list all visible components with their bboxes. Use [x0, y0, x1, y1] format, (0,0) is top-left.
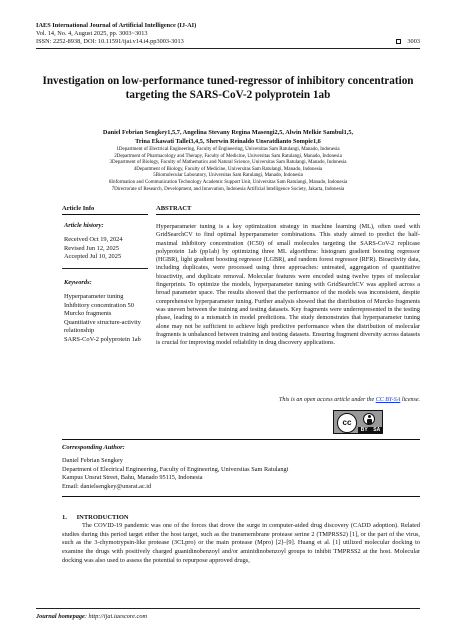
keyword: Murcko fragments — [64, 310, 112, 318]
keyword: SARS-CoV-2 polyprotein 1ab — [64, 335, 141, 343]
history-item: Revised Jun 12, 2025 — [64, 244, 120, 252]
affiliation: 5Biomolecular Laboratory, Universitas Sam Ratulangi, Manado, Indonesia — [153, 173, 303, 179]
keyword: Inhibitory concentration 50 — [64, 301, 134, 309]
corresponding-rule — [62, 439, 420, 440]
affiliation: 7Directorate of Research, Development, and Innovation, Indonesia Artificial Intelligence Society, Jakarta, Indonesia — [111, 186, 345, 192]
abstract-text: Hyperparameter tuning is a key optimization strategy in machine learning (ML), often used with GridSearchCV to find optimal hyperparameter combinations. This study aimed to predict the half-maximal inhibitory concentration (IC50) of small molecules targeting the SARS-CoV-2 replicase polyprotein 1ab (pp1ab) by optimizing three ML algorithms: histogram gradient boosting regressor (HGBR), light gradient boosting regressor (LGBR), and random forest regressor (RFR). Bioactivity data, including duplicates, were processed using three approaches: untreated, aggregation of quantitative bioactivity, and duplicate removal. Molecular features were encoded using twelve types of molecular fingerprints. To optimize the models, hyperparameter tuning with GridSearchCV was applied across a broad parameter space. The results showed that the performance of the models was inconsistent, despite comprehensive hyperparameter tuning. Further analysis showed that the distribution of Murcko fragments was uneven between the training and testing datasets. Key fragments were underrepresented in the testing phase, leading to a mismatch in model predictions. The study demonstrates that hyperparameter tuning alone may not be sufficient to achieve high predictive performance when the distribution of molecular fragments is unbalanced between training and testing datasets. Ensuring fragment diversity across datasets is crucial for improving model reliability in drug discovery applications. — [156, 223, 420, 347]
corresponding-line: Kampus Unsrat Street, Bahu, Manado 95115, Indonesia — [62, 474, 203, 482]
affiliation: 1Department of Electrical Engineering, Faculty of Engineering, Universitas Sam Ratulangi, Manado, Indonesia — [116, 147, 340, 152]
homepage-label: Journal homepage — [36, 613, 85, 620]
history-item: Received Oct 19, 2024 — [64, 236, 123, 243]
journal-header — [36, 22, 420, 46]
corresponding-line: Email: danielsengkey@unsrat.ac.id — [62, 482, 152, 490]
article-history-label: Article history: — [64, 222, 104, 229]
keywords-label: Keywords: — [64, 279, 92, 286]
open-access-note — [156, 397, 420, 403]
attribution-icon — [363, 413, 375, 425]
open-access-suffix: license. — [400, 397, 420, 403]
footer-rule — [36, 608, 420, 609]
paper-title: Investigation on low-performance tuned-regressor of inhibitory concentration targeting the SARS-CoV-2 polyprotein 1ab — [42, 75, 414, 101]
keyword-list — [64, 293, 150, 345]
license-link[interactable]: CC BY-SA — [375, 397, 401, 403]
article-history — [64, 236, 150, 262]
affiliation: 4Department of Biology, Faculty of Medicine, Universitas Sam Ratulangi, Manado, Indonesia — [133, 166, 323, 172]
volume-line: Vol. 14, No. 4, August 2025, pp. 3003~3013 — [36, 30, 148, 37]
page-number-block — [396, 38, 420, 46]
cc-icon: cc — [337, 413, 357, 433]
author-line: Trina Ekawati Tallei3,4,5, Sherwin Reinaldo Unsratdianto Sompie1,6 — [135, 138, 321, 145]
corresponding-line: Department of Electrical Engineering, Faculty of Engineering, Universitas Sam Ratulangi — [62, 465, 289, 473]
journal-name: IAES International Journal of Artificial Intelligence (IJ-AI) — [36, 22, 197, 29]
affiliation-list — [40, 147, 416, 193]
corresponding-end-rule — [62, 496, 420, 497]
history-item: Accepted Jul 10, 2025 — [64, 253, 122, 261]
introduction-heading: 1. INTRODUCTION — [62, 514, 129, 521]
affiliation: 6Information and Communication Technology Academic Support Unit, Universitas Sam Ratulangi, Manado, Indonesia — [108, 179, 348, 185]
cc-by-sa-badge[interactable] — [333, 410, 383, 434]
by-label: BY — [360, 427, 368, 433]
sa-label: SA — [373, 427, 381, 433]
abstract-rule — [156, 214, 420, 215]
keyword: Hyperparameter tuning — [64, 293, 124, 300]
page-number: 3003 — [407, 38, 420, 45]
affiliation: 2Department of Pharmacology and Therapy, Faculty of Medicine, Universitas Sam Ratulangi, Manado, Indonesia — [114, 153, 342, 159]
author-list — [40, 128, 416, 146]
homepage-url[interactable]: : http://ijai.iaescore.com — [84, 613, 148, 620]
introduction-text: The COVID-19 pandemic was one of the forces that drove the surge in computer-aided drug discovery (CADD adoption). Related studies during this period target either the host target, such as the transmembrane protease serine 2 (TMPRSS2) [1], or the part of the virus, such as the 3-chymotrypsin-like protease (3CLpro) or the main protease (Mpro) [2]–[9]. Huang et al. [1] utilized molecular docking to examine the drugs with positively charged guanidinobenzoyl and/or aminidinobenzoyl groups to inhibit TMPRSS2 at the host. Molecular docking was also used to assess the potential to repurpose approved drugs, — [62, 522, 420, 564]
open-access-prefix: This is an open access article under the — [279, 397, 376, 403]
keywords-rule — [62, 268, 148, 269]
corresponding-details — [62, 457, 420, 491]
square-icon — [396, 39, 401, 44]
corresponding-line: Daniel Febrian Sengkey — [62, 457, 123, 464]
article-info-heading: Article Info — [62, 205, 95, 212]
license-terms — [358, 427, 383, 434]
header-rule — [36, 48, 420, 49]
keyword: Quantitative structure-activity relationship — [64, 318, 141, 335]
journal-homepage — [36, 613, 147, 620]
article-info-rule — [62, 214, 148, 215]
issn-doi-text: ISSN: 2252-8938, DOI: 10.11591/ijai.v14.i4.pp3003-3013 — [36, 38, 184, 45]
affiliation: 3Department of Biology, Faculty of Mathematics and Natural Science, Universitas Sam Ratulangi, Manado, Indonesia — [109, 160, 347, 166]
corresponding-heading: Corresponding Author: — [62, 444, 125, 451]
abstract-heading: ABSTRACT — [156, 205, 192, 212]
issn-line — [36, 38, 420, 46]
author-line: Daniel Febrian Sengkey1,5,7, Angelina Stevany Regina Masengi2,5, Alwin Melkie Sambul1,5, — [102, 129, 354, 136]
